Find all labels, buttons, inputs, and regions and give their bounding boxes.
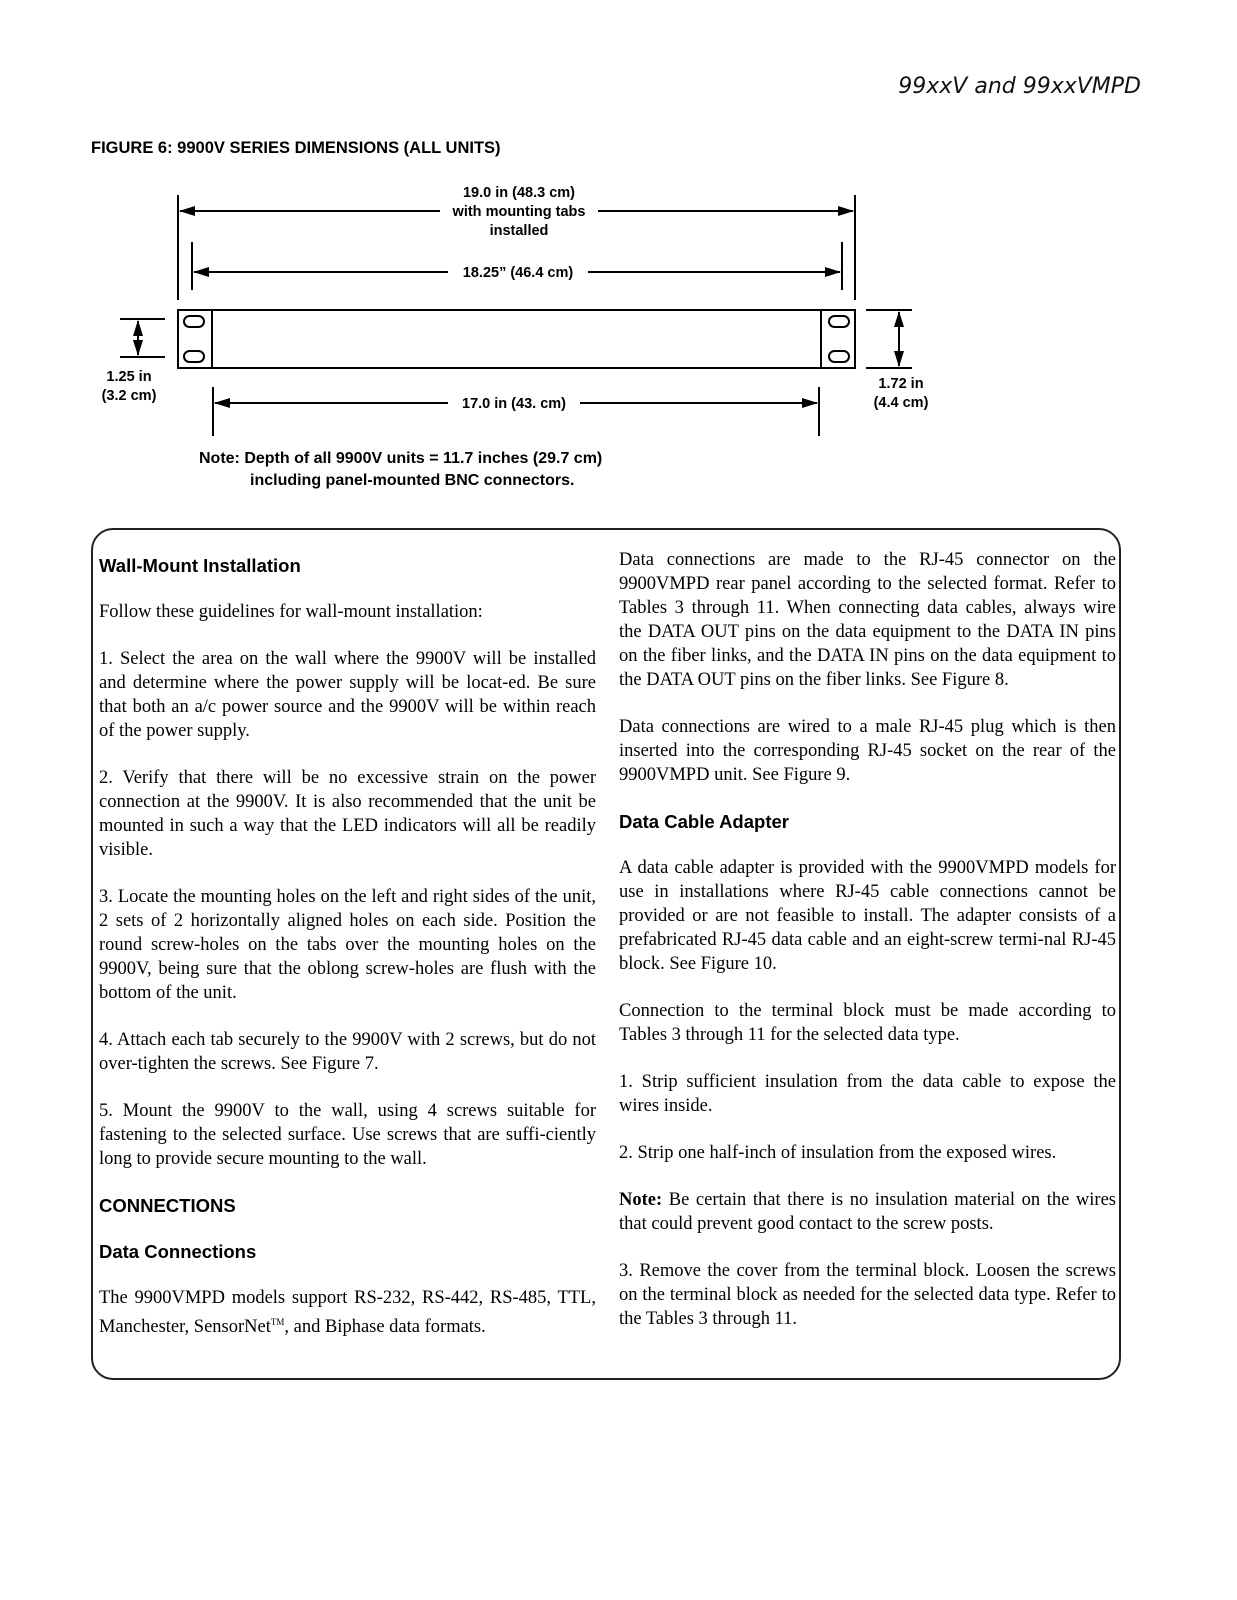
adapter-step-2: 2. Strip one half-inch of insulation from the exposed wires. (619, 1143, 1057, 1163)
trademark-mark: TM (270, 1317, 285, 1327)
data-para-2: Data connections are wired to a male RJ-45 plug which is then inserted into the corresponding RJ-45 socket on the rear of the 9900VMPD unit. See Figure 9. (619, 717, 1116, 785)
chassis-width-label: 17.0 in (43. cm) (448, 395, 580, 414)
heading-data-connections: Data Connections (99, 1241, 257, 1262)
data-formats-text-b: , and Biphase data formats. (284, 1317, 486, 1338)
chassis-body (178, 310, 855, 368)
left-tab-hole-top (184, 316, 204, 327)
adapter-note (619, 1188, 1116, 1236)
overall-width-label (440, 184, 598, 241)
wall-step-4: 4. Attach each tab securely to the 9900V with 2 screws, but do not over-tighten the screws. See Figure 7. (99, 1030, 596, 1074)
heading-connections: CONNECTIONS (99, 1195, 236, 1216)
wall-step-2: 2. Verify that there will be no excessive strain on the power connection at the 9900V. It is also recommended that the unit be mounted in such a way that the LED indicators will all be readily visible. (99, 768, 596, 860)
left-height-label (86, 368, 172, 406)
heading-data-cable-adapter: Data Cable Adapter (619, 811, 789, 832)
figure-title: FIGURE 6: 9900V SERIES DIMENSIONS (ALL UNITS) (91, 139, 501, 157)
overall-width-line-1: 19.0 in (48.3 cm) (462, 185, 576, 201)
data-formats-text-a: The 9900VMPD models support RS-232, RS-442, RS-485, TTL, Manchester, SensorNet (99, 1288, 596, 1338)
overall-width-line-3: installed (489, 223, 549, 239)
wall-intro: Follow these guidelines for wall-mount installation: (99, 602, 483, 622)
panel-width-label: 18.25” (46.4 cm) (448, 264, 588, 283)
right-height-label (858, 375, 944, 413)
dimension-diagram (0, 0, 1237, 520)
depth-note (199, 448, 602, 492)
data-para-1: Data connections are made to the RJ-45 connector on the 9900VMPD rear panel according to the selected format. Refer to Tables 3 through 11. When connecting data cables, always wire the DATA OUT pins on the data equipment to the DATA IN pins on the fiber links, and the DATA IN pins on the data equipment to the DATA OUT pins on the fiber links. See Figure 8. (619, 550, 1116, 690)
adapter-step-1: 1. Strip sufficient insulation from the data cable to expose the wires inside. (619, 1072, 1116, 1116)
wall-step-3: 3. Locate the mounting holes on the left and right sides of the unit, 2 sets of 2 horizontally aligned holes on each side. Position the round screw-holes on the tabs over the mounting holes on the 9900V, being sure that the oblong screw-holes are flush with the bottom of the unit. (99, 887, 596, 1003)
right-height-line-2: (4.4 cm) (873, 395, 929, 411)
depth-note-line-2: including panel-mounted BNC connectors. (250, 472, 575, 489)
heading-wall-mount: Wall-Mount Installation (99, 555, 301, 576)
adapter-note-text: Be certain that there is no insulation material on the wires that could prevent good contact to the screw posts. (619, 1190, 1116, 1234)
right-tab-hole-bottom (829, 351, 849, 362)
right-tab-hole-top (829, 316, 849, 327)
left-height-line-1: 1.25 in (106, 369, 152, 385)
wall-step-5: 5. Mount the 9900V to the wall, using 4 screws suitable for fastening to the selected surface. Use screws that are suffi-ciently long to provide secure mounting to the wall. (99, 1101, 596, 1169)
right-column (619, 548, 1116, 1354)
wall-step-1: 1. Select the area on the wall where the 9900V will be installed and determine where the power supply will be locat-ed. Be sure that both an a/c power source and the 9900V will be within reach of the power supply. (99, 649, 596, 741)
overall-width-line-2: with mounting tabs (452, 204, 586, 220)
adapter-step-3: 3. Remove the cover from the terminal block. Loosen the screws on the terminal block as needed for the selected data type. Refer to the Tables 3 through 11. (619, 1261, 1116, 1329)
left-column (99, 548, 596, 1362)
right-height-line-1: 1.72 in (878, 376, 924, 392)
adapter-note-label: Note: (619, 1190, 663, 1210)
adapter-para: A data cable adapter is provided with the 9900VMPD models for use in installations where RJ-45 cable connections cannot be provided or are not feasible to install. The adapter consists of a prefabricated RJ-45 data cable and an eight-screw termi-nal RJ-45 block. See Figure 10. (619, 858, 1116, 974)
document-header-title: 99xxV and 99xxVMPD (898, 74, 1141, 99)
left-tab-hole-bottom (184, 351, 204, 362)
terminal-block-para: Connection to the terminal block must be made according to Tables 3 through 11 for the selected data type. (619, 1001, 1116, 1045)
left-height-line-2: (3.2 cm) (101, 388, 157, 404)
data-formats-paragraph (99, 1286, 596, 1339)
depth-note-line-1: Note: Depth of all 9900V units = 11.7 inches (29.7 cm) (199, 450, 603, 467)
